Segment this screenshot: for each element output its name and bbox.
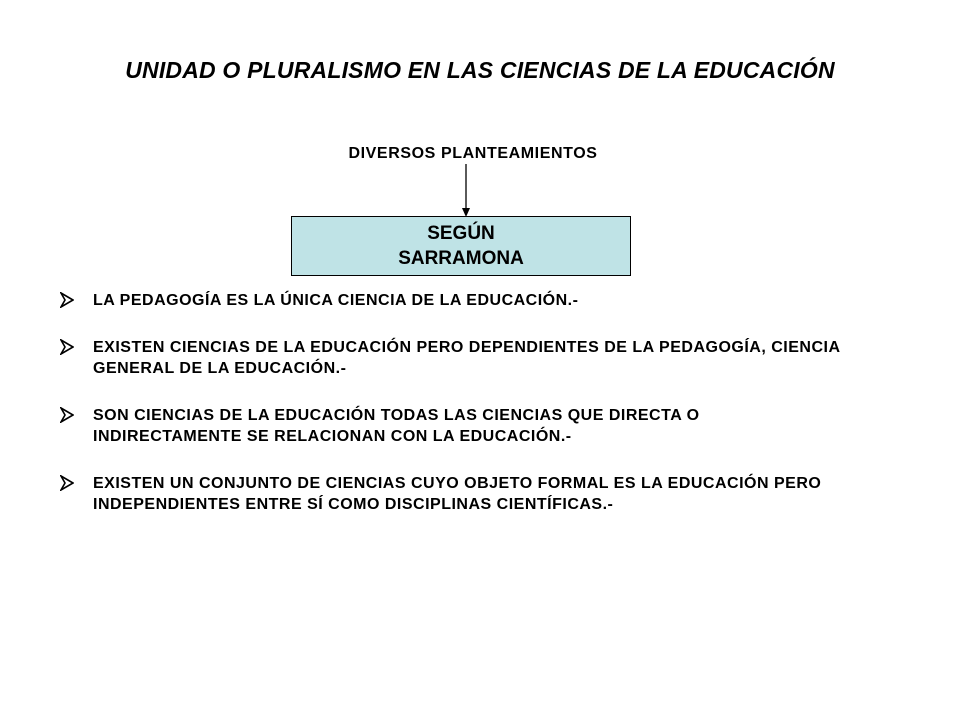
arrow-bullet-icon xyxy=(60,292,74,308)
subheading: DIVERSOS PLANTEAMIENTOS xyxy=(348,145,598,162)
author-box xyxy=(291,216,631,276)
author-box-line2: SARRAMONA xyxy=(398,248,524,269)
arrow-bullet-icon xyxy=(60,339,74,355)
bullet-text: EXISTEN UN CONJUNTO DE CIENCIAS CUYO OBJETO FORMAL ES LA EDUCACIÓN PERO INDEPENDIENTES ENTRE SÍ COMO DISCIPLINAS CIENTÍFICAS.- xyxy=(93,475,822,513)
list-item xyxy=(60,290,840,311)
list-item xyxy=(60,473,840,515)
list-item xyxy=(60,337,840,379)
arrow-bullet-icon xyxy=(60,407,74,423)
bullet-text: SON CIENCIAS DE LA EDUCACIÓN TODAS LAS CIENCIAS QUE DIRECTA O INDIRECTAMENTE SE RELACIONAN CON LA EDUCACIÓN.- xyxy=(93,407,700,445)
connector-arrow-icon xyxy=(461,164,471,218)
bullet-text: EXISTEN CIENCIAS DE LA EDUCACIÓN PERO DEPENDIENTES DE LA PEDAGOGÍA, CIENCIA GENERAL DE LA EDUCACIÓN.- xyxy=(93,339,840,377)
list-item xyxy=(60,405,840,447)
author-box-line1: SEGÚN xyxy=(427,223,495,244)
slide-title: UNIDAD O PLURALISMO EN LAS CIENCIAS DE LA EDUCACIÓN xyxy=(125,57,835,83)
bullet-text: LA PEDAGOGÍA ES LA ÚNICA CIENCIA DE LA EDUCACIÓN.- xyxy=(93,292,579,309)
bullet-list xyxy=(60,290,840,541)
arrow-bullet-icon xyxy=(60,475,74,491)
